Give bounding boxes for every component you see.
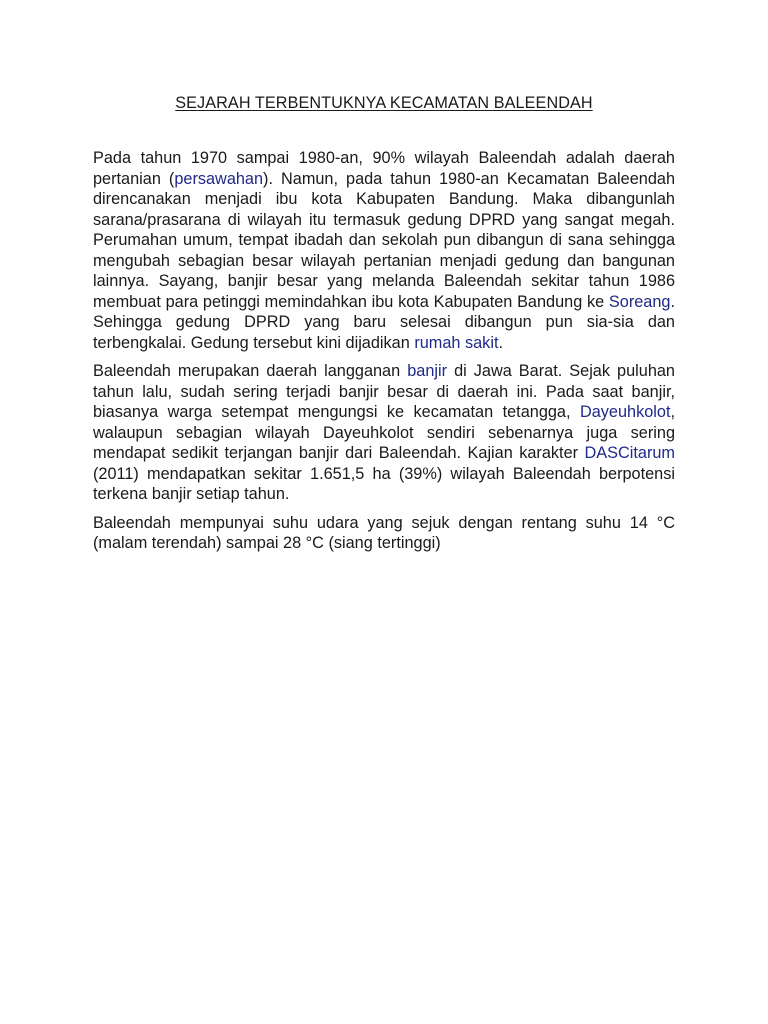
document-title: SEJARAH TERBENTUKNYA KECAMATAN BALEENDAH (175, 94, 593, 112)
paragraph-text: Baleendah mempunyai suhu udara yang sejuk dengan rentang suhu 14 °C (malam terendah) sampai 28 °C (siang tertinggi) (93, 513, 675, 552)
paragraph-text: Pada tahun 1970 sampai 1980-an, 90% wilayah Baleendah adalah daerah pertanian ( (93, 149, 675, 188)
link-banjir[interactable]: banjir (407, 362, 448, 380)
link-rumah-sakit[interactable]: rumah sakit (414, 333, 499, 352)
paragraph-text: di Jawa Barat. Sejak puluhan tahun lalu, sudah sering terjadi banjir besar di daerah ini. Pada saat banjir, biasanya warga setempat mengungsi ke kecamatan tetangga, (93, 362, 675, 421)
link-soreang[interactable]: Soreang (608, 292, 671, 311)
paragraph-text: , walaupun sebagian wilayah Dayeuhkolot sendiri sebenarnya juga sering mendapat sedikit terjangan banjir dari Baleendah. Kajian karakter (93, 403, 675, 462)
document-page (93, 92, 675, 562)
link-persawahan[interactable]: persawahan (174, 169, 264, 188)
paragraph-flood (93, 361, 675, 505)
paragraph-climate (93, 513, 675, 554)
link-dascitarum[interactable]: DASCitarum (584, 444, 675, 462)
paragraph-text: ). Namun, pada tahun 1980-an Kecamatan Baleendah direncanakan menjadi ibu kota Kabupaten Bandung. Maka dibangunlah sarana/prasarana di wilayah itu termasuk gedung DPRD yang sangat megah. Perumahan umum, tempat ibadah dan sekolah pun dibangun di sana sehingga mengubah sebagian besar wilayah pertanian menjadi gedung dan bangunan lainnya. Sayang, banjir besar yang melanda Baleendah sekitar tahun 1986 membuat para petinggi memindahkan ibu kota Kabupaten Bandung ke (93, 169, 675, 311)
paragraph-text: (2011) mendapatkan sekitar 1.651,5 ha (39%) wilayah Baleendah berpotensi terkena banjir setiap tahun. (93, 464, 675, 503)
paragraph-text: . (498, 333, 503, 352)
link-dayeuhkolot[interactable]: Dayeuhkolot (579, 403, 671, 421)
paragraph-text: Baleendah merupakan daerah langganan (93, 362, 408, 380)
paragraph-text: . Sehingga gedung DPRD yang baru selesai dibangun pun sia-sia dan terbengkalai. Gedung tersebut kini dijadikan (93, 292, 675, 352)
paragraph-history (93, 148, 675, 353)
